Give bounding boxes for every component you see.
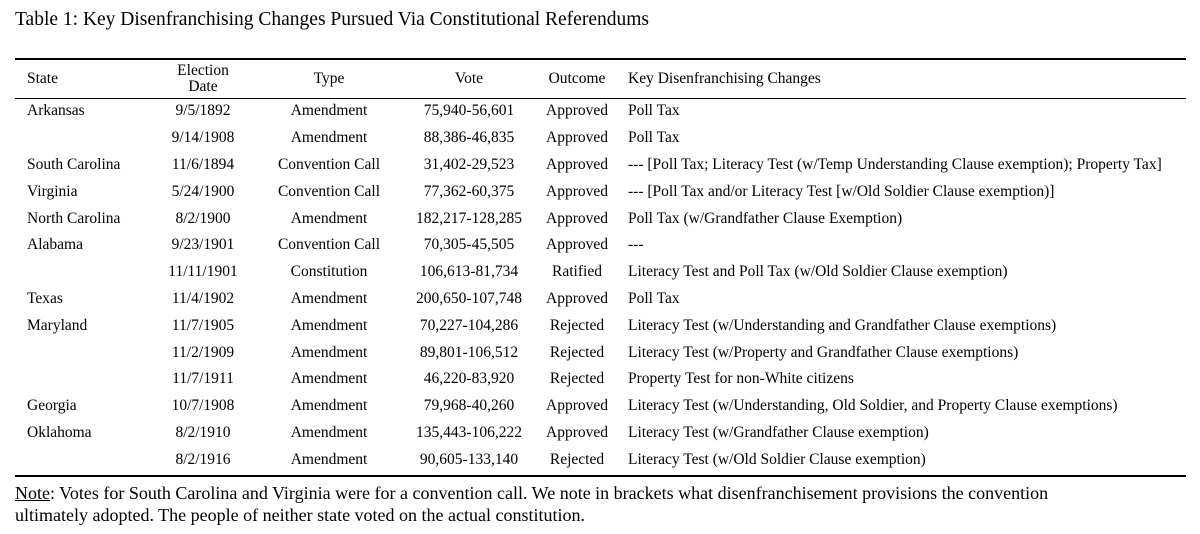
cell-state: [15, 366, 152, 393]
table-row: [15, 205, 1186, 232]
cell-state: Oklahoma: [27, 423, 92, 441]
table-row: [15, 446, 1186, 473]
cell-date: 8/2/1900: [175, 209, 231, 227]
cell-state: Texas: [27, 289, 63, 307]
header-date-line1: Election: [177, 62, 229, 79]
cell-key-changes: Literacy Test (w/Property and Grandfather Clause exemptions): [628, 343, 1019, 361]
cell-vote: 79,968-40,260: [423, 397, 515, 415]
table-caption: Table 1: Key Disenfranchising Changes Pursued Via Constitutional Referendums: [15, 9, 649, 30]
cell-date: 8/2/1910: [175, 423, 231, 441]
cell-outcome: Approved: [546, 423, 608, 441]
cell-vote: 46,220-83,920: [423, 370, 515, 388]
cell-state: [15, 125, 152, 152]
referendum-table: [15, 60, 1186, 473]
cell-outcome: Rejected: [549, 450, 605, 468]
cell-state: Alabama: [27, 236, 83, 254]
cell-outcome: Approved: [546, 236, 608, 254]
cell-key-changes: --- [Poll Tax; Literacy Test (w/Temp Understanding Clause exemption); Property Tax]: [628, 155, 1162, 173]
cell-state: [15, 446, 152, 473]
cell-type: Amendment: [290, 129, 368, 147]
table-note: [15, 482, 1115, 526]
cell-vote: 70,227-104,286: [419, 316, 519, 334]
cell-date: 5/24/1900: [171, 182, 235, 200]
cell-outcome: Rejected: [549, 370, 605, 388]
cell-vote: 135,443-106,222: [416, 423, 522, 441]
cell-key-changes: --- [Poll Tax and/or Literacy Test [w/Old Soldier Clause exemption)]: [628, 182, 1055, 200]
cell-state: Maryland: [27, 316, 88, 334]
cell-state: Arkansas: [27, 102, 85, 120]
table-row: [15, 152, 1186, 179]
cell-outcome: Approved: [546, 129, 608, 147]
cell-date: 8/2/1916: [175, 450, 231, 468]
cell-state: [15, 339, 152, 366]
cell-key-changes: Literacy Test (w/Understanding, Old Soldier, and Property Clause exemptions): [628, 397, 1118, 415]
cell-type: Amendment: [290, 370, 368, 388]
cell-date: 9/23/1901: [171, 236, 235, 254]
table-row: [15, 286, 1186, 313]
table-row: [15, 178, 1186, 205]
table-row: [15, 312, 1186, 339]
cell-date: 11/11/1901: [168, 263, 238, 281]
cell-outcome: Approved: [546, 209, 608, 227]
table-row: [15, 98, 1186, 125]
table-body: [15, 98, 1186, 473]
cell-state: [15, 259, 152, 286]
table-row: [15, 259, 1186, 286]
note-text: : Votes for South Carolina and Virginia were for a convention call. We note in brackets what disenfranchisement provisions the convention ultimately adopted. The people of neither state voted on the actual constitution.: [15, 483, 1049, 525]
cell-date: 11/7/1905: [171, 316, 235, 334]
note-label: Note: [15, 483, 50, 503]
table-row: [15, 366, 1186, 393]
cell-type: Convention Call: [277, 155, 381, 173]
cell-vote: 106,613-81,734: [419, 263, 519, 281]
cell-type: Amendment: [290, 289, 368, 307]
header-date-line2: Date: [188, 78, 218, 95]
cell-type: Amendment: [290, 102, 368, 120]
cell-type: Amendment: [290, 423, 368, 441]
cell-type: Amendment: [290, 343, 368, 361]
cell-key-changes: Literacy Test (w/Understanding and Grandfather Clause exemptions): [628, 316, 1057, 334]
cell-date: 11/7/1911: [172, 370, 234, 388]
cell-key-changes: Literacy Test (w/Old Soldier Clause exemption): [628, 450, 926, 468]
table-bottom-rule: [15, 475, 1186, 477]
cell-key-changes: Poll Tax: [628, 289, 680, 307]
cell-type: Convention Call: [277, 182, 381, 200]
cell-type: Amendment: [290, 397, 368, 415]
header-state: State: [27, 70, 58, 87]
cell-date: 10/7/1908: [171, 397, 235, 415]
cell-vote: 70,305-45,505: [423, 236, 515, 254]
cell-outcome: Approved: [546, 155, 608, 173]
header-vote: Vote: [454, 70, 484, 87]
table-row: [15, 232, 1186, 259]
cell-key-changes: Poll Tax: [628, 102, 680, 120]
cell-date: 11/2/1909: [171, 343, 235, 361]
cell-type: Convention Call: [277, 236, 381, 254]
cell-vote: 182,217-128,285: [416, 209, 522, 227]
cell-vote: 90,605-133,140: [419, 450, 519, 468]
cell-outcome: Rejected: [549, 343, 605, 361]
cell-type: Amendment: [290, 450, 368, 468]
cell-state: Georgia: [27, 397, 77, 415]
cell-vote: 31,402-29,523: [423, 155, 515, 173]
cell-key-changes: Poll Tax (w/Grandfather Clause Exemption): [628, 209, 903, 227]
cell-vote: 77,362-60,375: [423, 182, 515, 200]
cell-type: Amendment: [290, 209, 368, 227]
cell-outcome: Ratified: [552, 263, 602, 281]
cell-key-changes: Literacy Test (w/Grandfather Clause exemption): [628, 423, 929, 441]
cell-date: 11/4/1902: [171, 289, 235, 307]
cell-vote: 88,386-46,835: [423, 129, 515, 147]
cell-vote: 75,940-56,601: [423, 102, 515, 120]
cell-date: 11/6/1894: [171, 155, 235, 173]
header-key-changes: Key Disenfranchising Changes: [628, 70, 821, 87]
header-outcome: Outcome: [548, 70, 606, 87]
cell-key-changes: Poll Tax: [628, 129, 680, 147]
cell-outcome: Approved: [546, 182, 608, 200]
cell-date: 9/14/1908: [171, 129, 235, 147]
header-election-date: [152, 60, 254, 98]
table-row: [15, 393, 1186, 420]
cell-vote: 89,801-106,512: [419, 343, 519, 361]
cell-state: Virginia: [27, 182, 78, 200]
header-type: Type: [313, 70, 345, 87]
cell-outcome: Rejected: [549, 316, 605, 334]
cell-key-changes: Literacy Test and Poll Tax (w/Old Soldier Clause exemption): [628, 263, 1008, 281]
cell-key-changes: Property Test for non-White citizens: [628, 370, 854, 388]
table-row: [15, 339, 1186, 366]
cell-date: 9/5/1892: [175, 102, 231, 120]
cell-outcome: Approved: [546, 102, 608, 120]
cell-state: North Carolina: [27, 209, 121, 227]
cell-type: Constitution: [290, 263, 368, 281]
cell-type: Amendment: [290, 316, 368, 334]
cell-key-changes: ---: [628, 236, 644, 254]
table-row: [15, 420, 1186, 447]
cell-outcome: Approved: [546, 289, 608, 307]
cell-vote: 200,650-107,748: [416, 289, 522, 307]
cell-state: South Carolina: [27, 155, 121, 173]
cell-outcome: Approved: [546, 397, 608, 415]
table-header-row: [15, 60, 1186, 98]
table-row: [15, 125, 1186, 152]
